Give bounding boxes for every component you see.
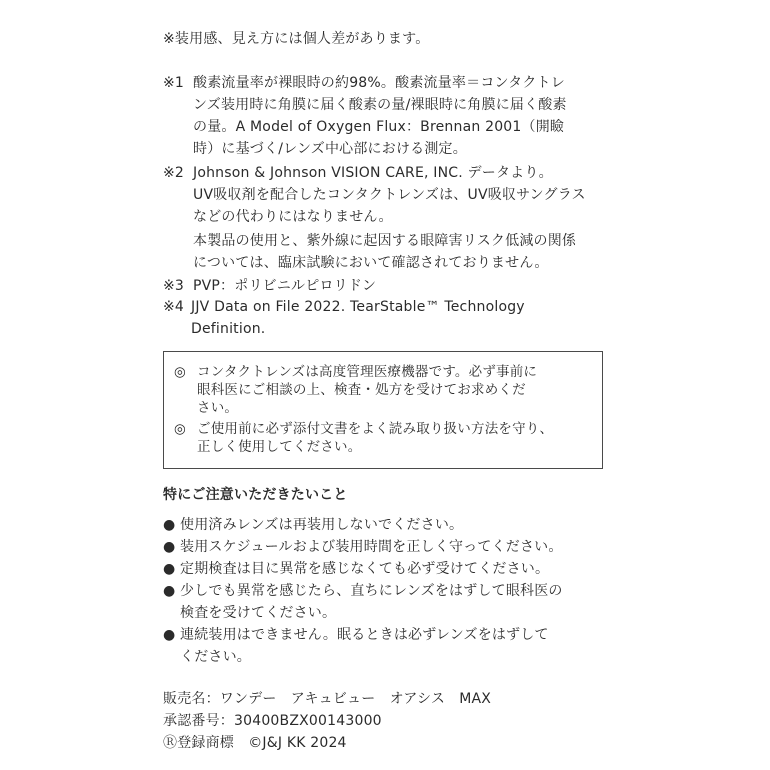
note-2-line-5: については、臨床試験において確認されておりません。 (193, 255, 549, 271)
note-1-line-1: 酸素流量率が裸眼時の約98%。酸素流量率＝コンタクトレ (193, 75, 565, 91)
caution-2-mark: ● (163, 539, 176, 555)
caution-heading: 特にご注意いただきたいこと (163, 487, 348, 503)
caution-2-line-1: 装用スケジュールおよび装用時間を正しく守ってください。 (180, 539, 563, 555)
note-2-mark: ※2 (163, 165, 185, 181)
caution-5-line-2: ください。 (180, 649, 251, 665)
caution-1-line-1: 使用済みレンズは再装用しないでください。 (180, 517, 464, 533)
warning-box (163, 351, 603, 469)
note-1-line-3: の量。A Model of Oxygen Flux：Brennan 2001（開瞼 (193, 119, 565, 135)
product-name: 販売名：ワンデー アキュビュー オアシス MAX (163, 691, 492, 707)
note-3-line-1: PVP：ポリビニルピロリドン (193, 278, 377, 294)
warning-1-line-2: 眼科医にご相談の上、検査・処方を受けてお求めくだ (197, 382, 526, 398)
warning-2-line-2: 正しく使用してください。 (197, 439, 362, 455)
warning-1-mark: ◎ (174, 364, 186, 380)
note-2-line-4: 本製品の使用と、紫外線に起因する眼障害リスク低減の関係 (193, 233, 577, 249)
note-4-line-1: JJV Data on File 2022. TearStable™ Technology (191, 299, 525, 315)
warning-2-line-1: ご使用前に必ず添付文書をよく読み取り扱い方法を守り、 (197, 421, 554, 437)
approval-number: 承認番号：30400BZX00143000 (163, 713, 382, 729)
note-4-line-2: Definition. (191, 321, 266, 337)
caution-5-line-1: 連続装用はできません。眠るときは必ずレンズをはずして (180, 627, 549, 643)
caution-4-line-1: 少しでも異常を感じたら、直ちにレンズをはずして眼科医の (180, 583, 563, 599)
caution-3-line-1: 定期検査は目に異常を感じなくても必ず受けてください。 (180, 561, 550, 577)
warning-1-line-1: コンタクトレンズは高度管理医療機器です。必ず事前に (197, 364, 538, 380)
caution-3-mark: ● (163, 561, 176, 577)
note-1-line-2: ンズ装用時に角膜に届く酸素の量/裸眼時に角膜に届く酸素 (193, 97, 567, 113)
caution-1-mark: ● (163, 517, 176, 533)
note-3-mark: ※3 (163, 278, 185, 294)
note-4-mark: ※4 (163, 299, 185, 315)
note-1-mark: ※1 (163, 75, 185, 91)
warning-2-mark: ◎ (174, 421, 186, 437)
caution-4-line-2: 検査を受けてください。 (180, 605, 337, 621)
trademark-line: Ⓡ登録商標 ©J&J KK 2024 (163, 735, 347, 751)
note-1-line-4: 時）に基づく/レンズ中心部における測定。 (193, 141, 467, 157)
note-2-line-3: などの代わりにはなりません。 (193, 209, 393, 225)
intro-note: ※装用感、見え方には個人差があります。 (163, 31, 430, 47)
note-2-line-1: Johnson & Johnson VISION CARE, INC. データより。 (193, 165, 553, 181)
warning-1-line-3: さい。 (197, 400, 239, 416)
caution-4-mark: ● (163, 583, 176, 599)
caution-5-mark: ● (163, 627, 176, 643)
note-2-line-2: UV吸収剤を配合したコンタクトレンズは、UV吸収サングラス (193, 187, 586, 203)
